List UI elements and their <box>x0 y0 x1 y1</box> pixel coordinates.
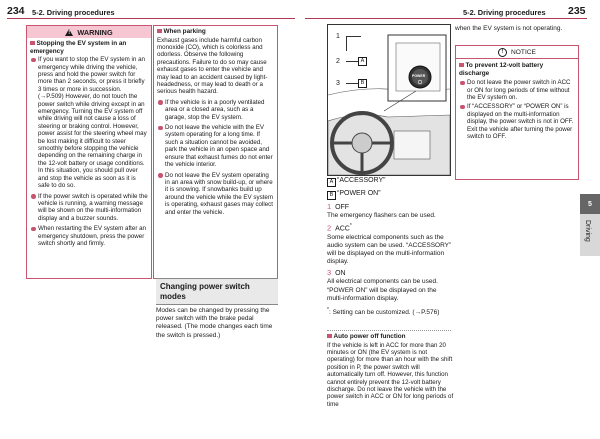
parking-bullet-3: Do not leave the EV system operating in an area with snow build-up, or where it is snowing. If snowbanks build up around the vehicle while the EV system is operating, exhaust gases may collect and enter the vehicle. <box>157 172 274 216</box>
notice-bullet-2: If “ACCESSORY” or “POWER ON” is displayed on the multi-information display, the power switch is not in OFF. Exit the vehicle after turning the power switch to OFF. <box>459 103 575 140</box>
mode-acc-heading: 2 ACC* <box>327 223 352 233</box>
warning-title: WARNING <box>77 27 113 37</box>
auto-off-heading: Auto power off function <box>327 333 454 341</box>
left-header-rule <box>7 18 295 19</box>
bullet-restart-after-shutdown: When restarting the EV system after an emergency shutdown, press the power switch shortly and firmly. <box>30 225 148 247</box>
auto-off-divider <box>327 330 451 332</box>
parking-text: Exhaust gases include harmful carbon monoxide (CO), which is colorless and odorless. Observe the following precautions. Failure to do so may cause exhaust gases to enter the vehicle and may lead to an accident caused by light-headedness, or may lead to death or a serious health hazard. <box>157 36 268 96</box>
chapter-tab-number[interactable]: 5 <box>580 194 600 214</box>
warning-triangle-icon <box>65 29 73 36</box>
mode-on-description: All electrical components can be used. “POWER ON” will be displayed on the multi-information display. <box>327 278 438 302</box>
notice-box <box>455 45 579 180</box>
power-switch-illustration <box>327 24 451 176</box>
bullet-switch-while-running: If the power switch is operated while the vehicle is running, a warning message will be shown on the multi-information display and a buzzer sounds. <box>30 193 148 223</box>
emergency-subheading: Stopping the EV system in an emergency <box>30 40 127 55</box>
mode-arrow-3 <box>346 83 358 84</box>
mode-list <box>327 176 452 317</box>
square-bullet-icon <box>30 41 35 46</box>
mode-off-description: The emergency flashers can be used. <box>327 212 436 219</box>
marker-1: 1 <box>336 33 340 40</box>
mode-power-on-label: B “POWER ON” <box>327 189 452 200</box>
customize-footnote: *: Setting can be customized. (→P.576) <box>327 306 440 317</box>
notice-bullet-1: Do not leave the power switch in ACC or ON for long periods of time without the EV system on. <box>459 79 575 101</box>
modes-section-body: Modes can be changed by pressing the power switch with the brake pedal released. (The mode changes each time the switch is pressed.) <box>156 307 273 339</box>
mode-off-heading: 1 OFF <box>327 202 350 211</box>
right-section-title: 5-2. Driving procedures <box>463 8 546 17</box>
continued-text: when the EV system is not operating. <box>455 25 563 32</box>
mode-accessory-label: A “ACCESSORY” <box>327 176 452 187</box>
mode-on-heading: 3 ON <box>327 268 346 278</box>
mode-acc-description: Some electrical components such as the audio system can be used. “ACCESSORY” will be displayed on the multi-information display. <box>327 233 452 266</box>
auto-off-text: If the vehicle is left in ACC for more than 20 minutes or ON (the EV system is not operating) for more than an hour with the shift position in P, the power switch will automatically turn off. However, this function cannot entirely prevent the 12-volt battery discharge. Do not leave the vehicle with the power switch in ACC or ON for long periods of time <box>327 341 454 408</box>
mode-arrow-2 <box>346 61 358 62</box>
square-bullet-icon <box>459 63 464 68</box>
marker-B: B <box>358 79 367 88</box>
warning-box-right <box>153 25 278 279</box>
marker-2: 2 <box>336 58 340 65</box>
chapter-tab[interactable] <box>580 214 600 256</box>
power-button-label: POWER <box>412 74 426 78</box>
modes-section-heading: Changing power switch modes <box>156 278 278 305</box>
emergency-text: If you want to stop the EV system in an emergency while driving the vehicle, press and hold the power switch for more than 2 seconds, or press it briefly 3 times or more in succession. (→P.509) However, do not touch the power switch while driving except in an emergency. Turning the EV system off while driving will not cause a loss of steering or braking control. However, power assist for the steering wheel may be lost making it difficult to steer smoothly before stopping the vehicle depending on the remaining charge in the 12-volt battery or usage conditions. In this situation, you should pull over and stop the vehicle as soon as it is safe to do so. <box>30 56 148 189</box>
chapter-tab-label: Driving <box>584 220 591 242</box>
parking-subheading: When parking <box>157 28 274 36</box>
square-bullet-icon <box>327 334 332 339</box>
notice-subheading: To prevent 12-volt battery discharge <box>459 62 544 77</box>
parking-bullet-2: Do not leave the vehicle with the EV system operating for a long time. If such a situation cannot be avoided, park the vehicle in an open space and ensure that exhaust fumes do not enter the vehicle interior. <box>157 124 274 168</box>
notice-header: ! NOTICE <box>456 46 578 59</box>
marker-A: A <box>358 57 367 66</box>
mode-arrow-1 <box>346 36 361 51</box>
parking-bullet-1: If the vehicle is in a poorly ventilated area or a closed area, such as a garage, stop the EV system. <box>157 99 274 121</box>
square-bullet-icon <box>157 29 162 34</box>
right-page-number: 235 <box>568 5 586 17</box>
notice-icon: ! <box>498 48 507 57</box>
warning-header <box>27 26 151 38</box>
left-page-number: 234 <box>7 5 25 17</box>
left-section-title: 5-2. Driving procedures <box>32 8 115 17</box>
marker-3: 3 <box>336 80 340 87</box>
warning-box-left <box>26 25 152 279</box>
auto-off-block <box>327 333 454 408</box>
right-header-rule <box>305 18 587 19</box>
